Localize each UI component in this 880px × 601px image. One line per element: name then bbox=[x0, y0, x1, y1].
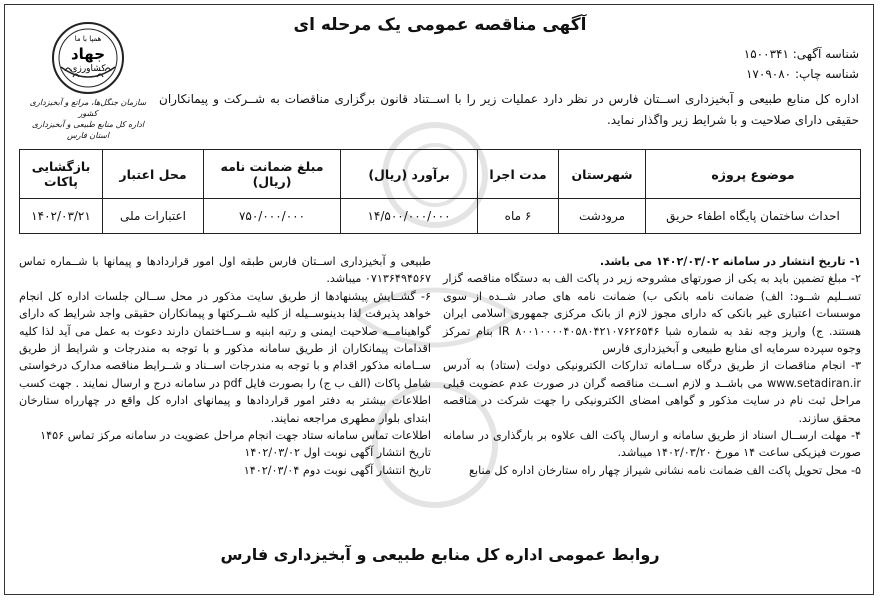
badge-top-text: همپا با ما bbox=[74, 35, 102, 43]
header-guarantee: مبلغ ضمانت نامه (ریال) bbox=[204, 150, 341, 199]
first-publication-date: تاریخ انتشار آگهی نوبت اول ۱۴۰۲/۰۳/۰۲ bbox=[244, 446, 431, 460]
cell-estimate: ۱۴/۵۰۰/۰۰۰/۰۰۰ bbox=[341, 199, 478, 234]
table-header-row bbox=[20, 150, 861, 199]
badge-main-text: جهاد bbox=[70, 45, 106, 63]
condition-3: ۳- انجام مناقصات از طریق درگاه ســامانه تدارکات الکترونیکی دولت (ستاد) به آدرس www.setadiran.ir می باشــد و لازم اســت مناقصه گران در صورت عدم عضویت قبلی مراحل ثبت نام در سایت مذکور و گواهی امضای الکترونیکی را جهت شرکت در مناقصه محقق سازند. bbox=[443, 359, 861, 425]
conditions-right-column bbox=[443, 253, 861, 479]
public-relations-footer: روابط عمومی اداره کل منابع طبیعی و آبخیزداری فارس bbox=[220, 545, 660, 564]
header-project-subject: موضوع پروژه bbox=[646, 150, 861, 199]
condition-5-continued: طبیعی و آبخیزداری اســتان فارس طبقه اول امور قراردادها و پیمانها با شــماره تماس ۰۷۱۳۶۴۹۴۵۶۷ میباشد. bbox=[19, 255, 431, 286]
table-row bbox=[20, 199, 861, 234]
logo-caption bbox=[23, 97, 153, 141]
logo-caption-line-1: سازمان جنگل‌ها، مراتع و آبخیزداری کشور bbox=[29, 98, 147, 118]
ad-id-value: ۱۵۰۰۳۴۱ bbox=[743, 47, 789, 61]
header-funding-source: محل اعتبار bbox=[103, 150, 204, 199]
cell-project-subject: احداث ساختمان پایگاه اطفاء حریق bbox=[646, 199, 861, 234]
conditions-left-column bbox=[19, 253, 431, 479]
badge-sub-text: کشاورزی bbox=[70, 64, 106, 74]
notice-title: آگهی مناقصه عمومی یک مرحله ای bbox=[293, 15, 587, 35]
cell-opening-date: ۱۴۰۲/۰۳/۲۱ bbox=[20, 199, 103, 234]
condition-4: ۴- مهلت ارســال اسناد از طریق سامانه و ارسال پاکت الف علاوه بر بارگذاری در سامانه صورت فیزیکی ساعت ۱۴ مورخ ۱۴۰۲/۰۳/۲۰ میباشد. bbox=[443, 429, 861, 460]
logo-caption-line-2: اداره کل منابع طبیعی و آبخیزداری استان فارس bbox=[31, 120, 145, 140]
notice-page bbox=[4, 4, 874, 595]
condition-6: ۶- گشــایش پیشنهادها از طریق سایت مذکور در محل ســالن جلسات اداره کل انجام خواهد پذیرفت لذا بدینوســیله از کلیه شــرکتها و پیمانکاران حقیقی واجد شرایط که دارای گواهینامــه صلاحیت ایمنی و رتبه ابنیه و ســاختمان دارند دعوت به عمل می آید لذا کلیه اقدامات پیمانکاران از طریق سامانه مذکور و با توجه به مندرجات و شرایط از طریق ســامانه مذکور اقدام و با توجه به مندرجات اســناد و شــرایط مناقصه مدارک درخواستی شامل پاکات (الف ب ج) را بصورت فایل pdf در سامانه درج و ارسال نمایند . جهت کسب اطلاعات بیشتر به دفتر امور قراردادها و پیمانهای اداره کل واقع در چهارراه ستارخان ابتدای بلوار مطهری مراجعه نمایند. bbox=[19, 289, 432, 425]
conditions-body bbox=[19, 253, 861, 533]
intro-text: اداره کل منابع طبیعی و آبخیزداری اســتان فارس در نظر دارد عملیات زیر را با اســتناد قانون برگزاری مناقصات به شــرکت و پیمانکاران حقیقی دارای صلاحیت و با شرایط زیر واگذار نماید. bbox=[159, 92, 859, 127]
print-id-value: ۱۷۰۹۰۸۰ bbox=[745, 67, 792, 81]
cell-funding-source: اعتبارات ملی bbox=[103, 199, 204, 234]
setad-contact-info: اطلاعات تماس سامانه ستاد جهت انجام مراحل عضویت در سامانه مرکز تماس ۱۴۵۶ bbox=[40, 429, 431, 443]
header-city: شهرستان bbox=[559, 150, 646, 199]
cell-duration: ۶ ماه bbox=[478, 199, 559, 234]
print-id-line bbox=[746, 67, 859, 81]
ad-id-line bbox=[744, 47, 859, 61]
condition-5: ۵- محل تحویل پاکت الف ضمانت نامه نشانی شیراز چهار راه ستارخان اداره کل منابع bbox=[469, 463, 861, 477]
jihad-logo bbox=[23, 21, 153, 151]
cell-guarantee: ۷۵۰/۰۰۰/۰۰۰ bbox=[204, 199, 341, 234]
tender-table bbox=[19, 149, 861, 234]
jihad-emblem-icon bbox=[51, 21, 125, 95]
second-publication-date: تاریخ انتشار آگهی نوبت دوم ۱۴۰۲/۰۳/۰۴ bbox=[243, 463, 431, 477]
cell-city: مرودشت bbox=[559, 199, 646, 234]
condition-2: ۲- مبلغ تضمین باید به یکی از صورتهای مشروحه زیر در پاکت الف به دستگاه مناقصه گزار تســلیم شــود: الف) ضمانت نامه بانکی ب) ضمانت نامه های صادر شــده از سوی موسسات اعتباری غیر بانکی که دارای مجوز لازم از بانک مرکزی جمهوری اسلامی ایران هستند. ج) واریز وجه نقد به شماره شبا IR ۸۰۰۱۰۰۰۰۴۰۵۸۰۴۲۱۰۷۶۲۶۵۴۶ بنام تمرکز وجوه سپرده سرمایه ای منابع طبیعی و آبخیزداری فارس bbox=[443, 272, 862, 356]
print-id-label: شناسه چاپ: bbox=[794, 67, 859, 81]
header-estimate: برآورد (ریال) bbox=[341, 150, 478, 199]
header-duration: مدت اجرا bbox=[478, 150, 559, 199]
ad-id-label: شناسه آگهی: bbox=[792, 47, 859, 61]
condition-1: ۱- تاریخ انتشار در سامانه ۱۴۰۲/۰۳/۰۲ می باشد. bbox=[599, 255, 861, 268]
header-opening-date: بازگشایی پاکات bbox=[20, 150, 103, 199]
